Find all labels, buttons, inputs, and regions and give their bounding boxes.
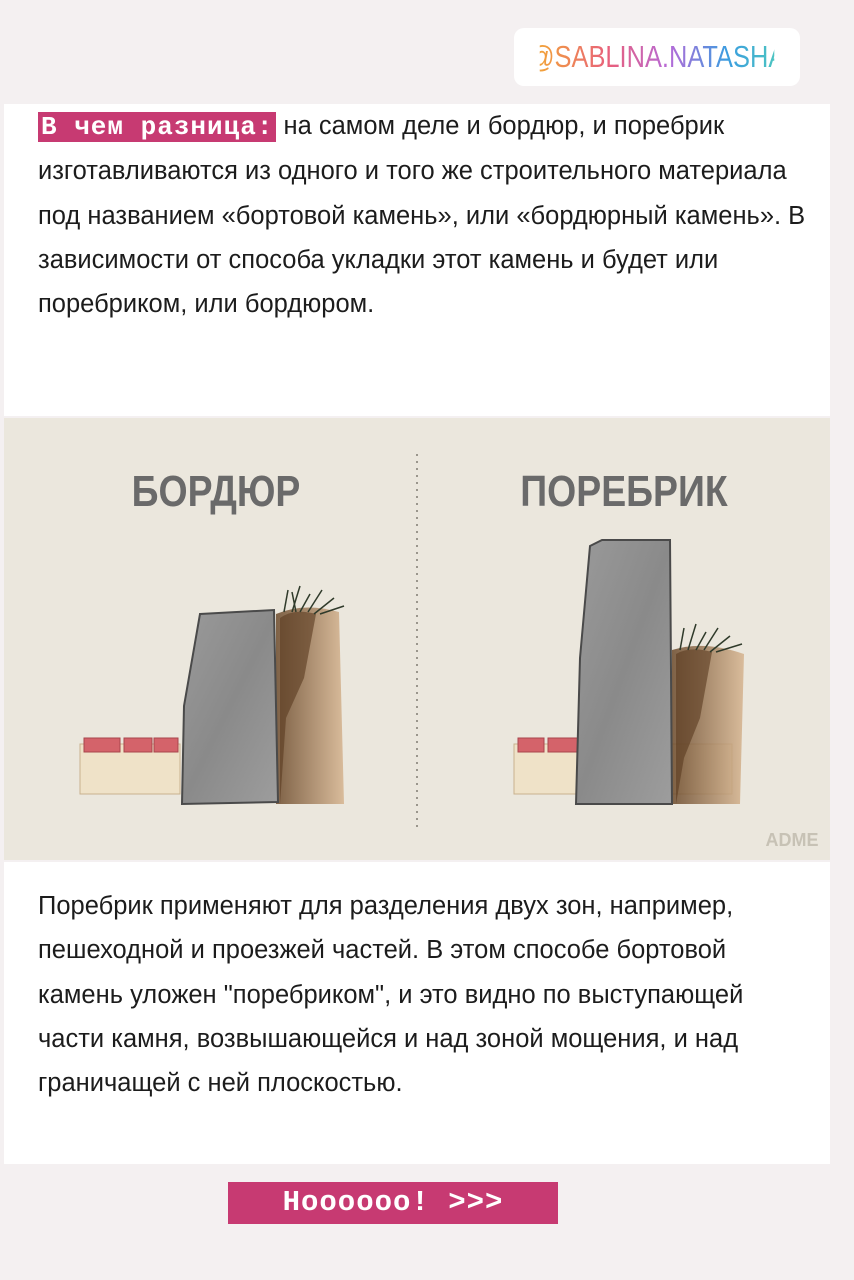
intro-highlight: В чем разница:: [38, 112, 276, 142]
intro-paragraph: [38, 104, 808, 326]
brick-row-left: [84, 738, 178, 752]
left-label: БОРДЮР: [131, 466, 301, 516]
body-paragraph: Поребрик применяют для разделения двух зон, например, пешеходной и проезжей частей. В этом способе бортовой камень уложен "поребриком", и это видно по выступающей части камня, возвышающейся и над зоной мощения, и над граничащей с ней плоскостью.: [38, 892, 744, 1098]
curb-illustration: [4, 418, 830, 860]
poreb-stone: [576, 540, 672, 804]
next-button[interactable]: Нoooooo! >>>: [228, 1182, 558, 1224]
right-label: ПОРЕБРИК: [520, 466, 728, 516]
intro-text: на самом деле и бордюр, и поребрик изготавливаются из одного и того же строительного материала под названием «бортовой камень», или «бордюрный камень». В зависимости от способа укладки этот камень и будет или поребриком, или бордюром.: [38, 112, 806, 319]
poreb-drawing: [514, 540, 744, 804]
author-handle-badge: [514, 28, 800, 86]
author-handle[interactable]: @SABLINA.NATASHA: [540, 28, 775, 86]
watermark: ADME: [765, 830, 819, 850]
curb-stone: [182, 610, 278, 804]
curb-drawing: [80, 586, 344, 804]
